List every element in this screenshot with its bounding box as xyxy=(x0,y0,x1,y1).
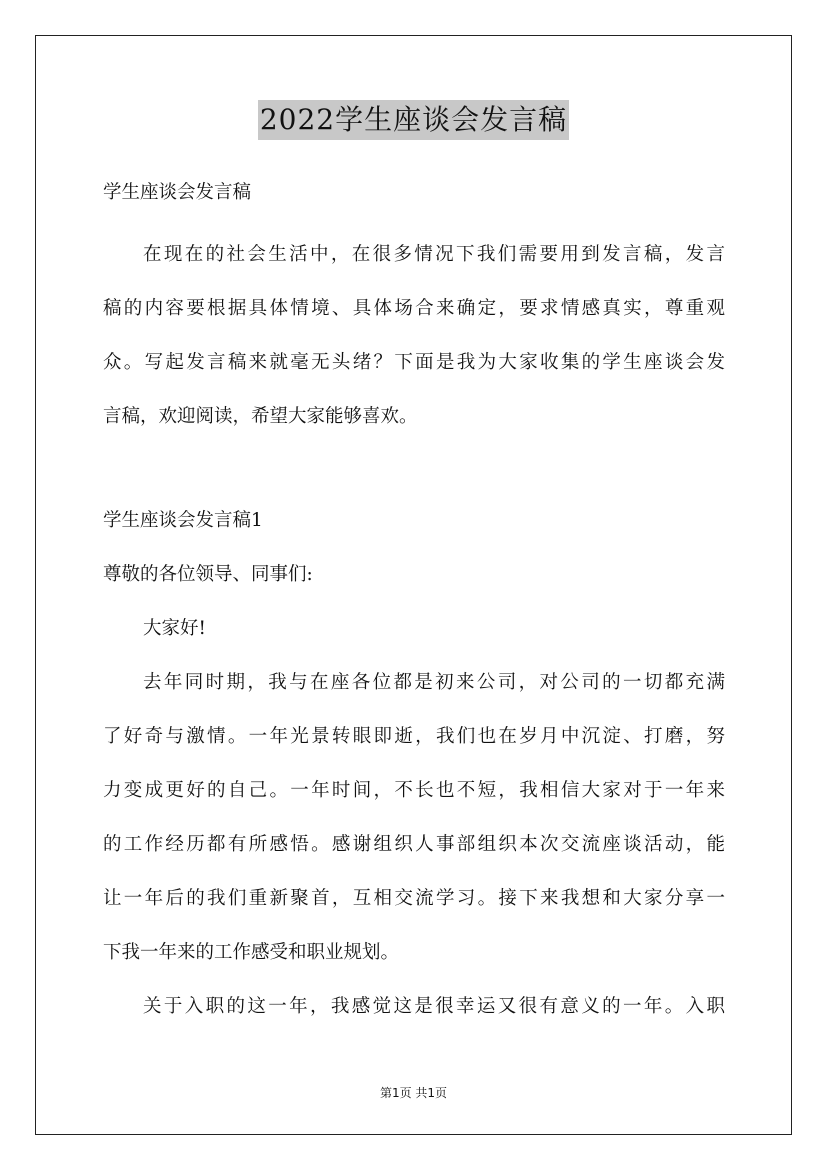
intro-line: 稿的内容要根据具体情境、具体场合来确定，要求情感真实，尊重观 xyxy=(103,298,725,319)
paragraph-line: 下我一年来的工作感受和职业规划。 xyxy=(103,942,400,963)
document-subtitle: 学生座谈会发言稿 xyxy=(103,182,252,203)
intro-line: 众。写起发言稿来就毫无头绪？下面是我为大家收集的学生座谈会发 xyxy=(103,352,725,373)
salutation: 尊敬的各位领导、同事们: xyxy=(103,564,313,585)
section-heading: 学生座谈会发言稿1 xyxy=(103,510,263,531)
intro-line: 在现在的社会生活中，在很多情况下我们需要用到发言稿，发言 xyxy=(143,244,725,265)
document-body xyxy=(103,176,725,1034)
paragraph-line: 让一年后的我们重新聚首，互相交流学习。接下来我想和大家分享一 xyxy=(103,888,725,909)
body-paragraph xyxy=(103,656,725,980)
paragraph-line: 的工作经历都有所感悟。感谢组织人事部组织本次交流座谈活动，能 xyxy=(103,834,725,855)
paragraph-line: 去年同时期，我与在座各位都是初来公司，对公司的一切都充满 xyxy=(143,672,725,693)
greeting: 大家好! xyxy=(143,618,206,639)
document-title: 2022学生座谈会发言稿 xyxy=(258,100,569,140)
paragraph-line: 了好奇与激情。一年光景转眼即逝，我们也在岁月中沉淀、打磨，努 xyxy=(103,726,725,747)
intro-paragraph xyxy=(103,228,725,444)
paragraph-line: 关于入职的这一年，我感觉这是很幸运又很有意义的一年。入职 xyxy=(143,996,725,1017)
page-footer: 第1页 共1页 xyxy=(379,1086,448,1100)
body-paragraph xyxy=(103,980,725,1034)
paragraph-line: 力变成更好的自己。一年时间，不长也不短，我相信大家对于一年来 xyxy=(103,780,725,801)
intro-line: 言稿，欢迎阅读，希望大家能够喜欢。 xyxy=(103,406,418,427)
title-container xyxy=(0,100,827,140)
